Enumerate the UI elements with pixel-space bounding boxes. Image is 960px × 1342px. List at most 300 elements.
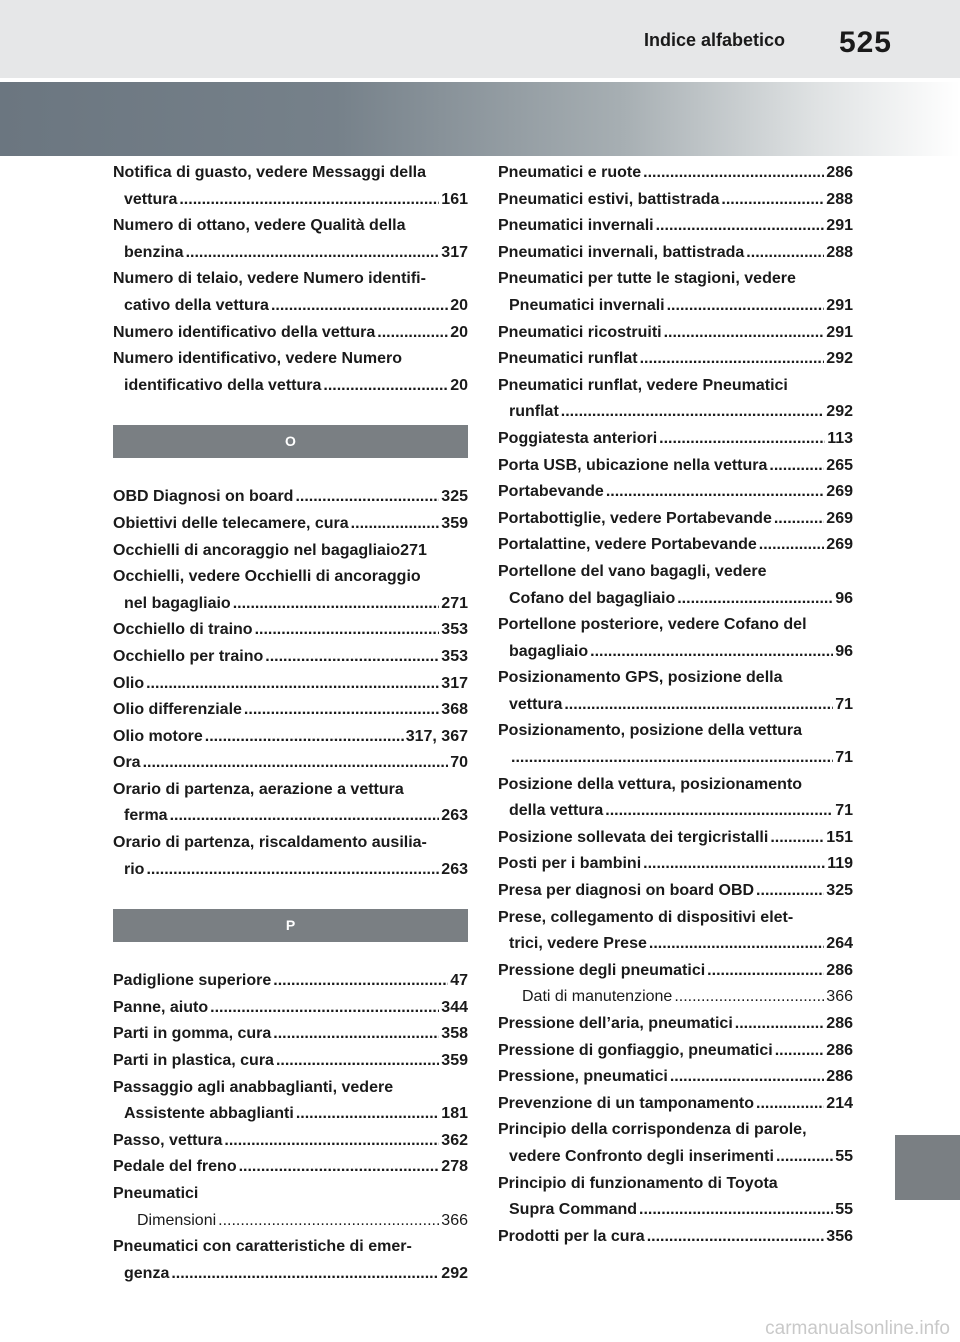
entry-continuation (113, 1261, 468, 1288)
entry-line (498, 1224, 853, 1251)
entry-page: 353 (441, 621, 468, 639)
entry-page: 317 (441, 243, 468, 261)
entry-continuation (498, 692, 853, 719)
dot-leader (759, 532, 825, 559)
entry-continuation (498, 1144, 853, 1171)
index-entry (498, 532, 853, 559)
dot-leader (170, 803, 440, 830)
entry-term-cont: Pneumatici invernali (509, 296, 665, 314)
entry-page: 71 (835, 695, 853, 713)
dot-leader (244, 697, 439, 724)
entry-page: 344 (441, 998, 468, 1016)
index-entry (113, 777, 468, 830)
dot-leader (605, 798, 833, 825)
entry-page: 291 (826, 296, 853, 314)
entry-page: 269 (826, 483, 853, 501)
entry-term: Notifica di guasto, vedere Messaggi della (113, 164, 426, 181)
entry-term: Pneumatici estivi, battistrada (498, 190, 720, 208)
entry-term: Posti per i bambini (498, 855, 642, 873)
index-entry (113, 617, 468, 644)
subentry-term: Dimensioni (137, 1211, 217, 1229)
index-entry (113, 538, 468, 565)
index-entry (498, 426, 853, 453)
entry-line (498, 160, 853, 187)
entry-page: 55 (835, 1147, 853, 1165)
entry-term-cont: vedere Confronto degli inserimenti (509, 1147, 774, 1165)
entry-continuation (498, 399, 853, 426)
entry-term: Olio differenziale (113, 701, 242, 719)
index-entry (498, 160, 853, 187)
entry-term: Pneumatici per tutte le stagioni, vedere (498, 270, 796, 288)
section-header-P: P (113, 909, 468, 942)
entry-term: Poggiatesta anteriori (498, 429, 658, 447)
entry-line (113, 1048, 468, 1075)
subentry-page: 366 (441, 1211, 468, 1229)
entry-page: 292 (826, 350, 853, 368)
entry-page: 96 (835, 589, 853, 607)
entry-line (498, 453, 853, 480)
entry-line (113, 968, 468, 995)
dot-leader (143, 750, 449, 777)
dot-leader (643, 160, 824, 187)
index-entry (498, 1117, 853, 1170)
entry-term: Portabevande (498, 483, 604, 501)
dot-leader (590, 639, 833, 666)
dot-leader (775, 1038, 825, 1065)
entry-page: 113 (827, 429, 853, 447)
entry-term: Olio (113, 674, 145, 692)
entry-term: Pneumatici runflat (498, 350, 638, 368)
entry-line (498, 532, 853, 559)
entry-term: Parti in gomma, cura (113, 1025, 272, 1043)
entry-term: Numero identificativo della vettura (113, 323, 376, 341)
index-entry (498, 1171, 853, 1224)
index-entry (113, 511, 468, 538)
dot-leader (667, 293, 825, 320)
entry-page: 161 (441, 190, 468, 208)
entry-term-cont: Supra Command (509, 1201, 638, 1219)
index-entry (113, 320, 468, 347)
entry-term: OBD Diagnosi on board (113, 488, 294, 506)
entry-term: Presa per diagnosi on board OBD (498, 882, 755, 900)
index-column-right (498, 160, 853, 1250)
entry-term: Posizionamento GPS, posizione della (498, 669, 783, 687)
entry-continuation (113, 373, 468, 400)
entry-line (498, 187, 853, 214)
entry-term: Occhielli di ancoraggio nel bagagliaio271 (113, 541, 427, 559)
dot-leader (649, 931, 824, 958)
entry-term: Pneumatici runflat, vedere Pneumatici (498, 376, 788, 394)
entry-page: 358 (441, 1025, 468, 1043)
dot-leader (273, 1021, 439, 1048)
index-entry (113, 830, 468, 883)
entry-page: 288 (826, 243, 853, 261)
index-entry (498, 958, 853, 1011)
entry-page: 263 (441, 807, 468, 825)
entry-line (113, 995, 468, 1022)
index-entry (113, 968, 468, 995)
entry-line (113, 511, 468, 538)
entry-term-cont: Assistente abbaglianti (124, 1105, 294, 1123)
entry-page: 214 (826, 1094, 853, 1112)
dot-leader (670, 1064, 824, 1091)
index-entry (113, 724, 468, 751)
entry-page: 119 (827, 855, 853, 873)
index-entry (113, 671, 468, 698)
entry-page: 47 (450, 972, 468, 990)
entry-term: Pressione di gonfiaggio, pneumatici (498, 1041, 773, 1059)
index-entry (113, 1234, 468, 1287)
entry-line (113, 484, 468, 511)
entry-term-cont: ferma (124, 807, 168, 825)
index-group-O (113, 484, 468, 883)
dot-leader (511, 745, 833, 772)
entry-page: 291 (826, 323, 853, 341)
entry-term: Padiglione superiore (113, 972, 272, 990)
entry-line (498, 878, 853, 905)
entry-term: Principio della corrispondenza di parole, (498, 1121, 807, 1139)
entry-line (498, 320, 853, 347)
index-column-left (113, 160, 468, 1287)
dot-leader (735, 1011, 825, 1038)
dot-leader (770, 825, 824, 852)
entry-line (113, 1021, 468, 1048)
index-entry (498, 506, 853, 533)
dot-leader (276, 1048, 439, 1075)
dot-leader (640, 346, 825, 373)
entry-line (498, 426, 853, 453)
dot-leader (639, 1197, 833, 1224)
index-entry (498, 240, 853, 267)
entry-term: Pneumatici invernali, battistrada (498, 243, 745, 261)
entry-line (113, 697, 468, 724)
entry-term: Passo, vettura (113, 1131, 223, 1149)
entry-term: Portalattine, vedere Portabevande (498, 536, 757, 554)
entry-term: Pneumatici (113, 1185, 199, 1202)
index-entry (498, 905, 853, 958)
index-entry (498, 878, 853, 905)
entry-subentry (498, 984, 853, 1011)
entry-term: Prevenzione di un tamponamento (498, 1094, 755, 1112)
dot-leader (146, 671, 439, 698)
entry-page: 368 (441, 701, 468, 719)
entry-line (113, 750, 468, 777)
entry-page: 286 (826, 1015, 853, 1032)
dot-leader (295, 484, 439, 511)
index-entry (113, 1021, 468, 1048)
entry-term: Pressione, pneumatici (498, 1068, 668, 1086)
entry-term: Orario di partenza, aerazione a vettura (113, 780, 404, 798)
entry-term: Numero identificativo, vedere Numero (113, 350, 402, 368)
dot-leader (746, 240, 824, 267)
entry-term: Panne, aiuto (113, 998, 209, 1016)
section-header-O: O (113, 425, 468, 458)
entry-continuation (113, 187, 468, 214)
entry-page: 20 (450, 296, 468, 314)
entry-page: 265 (826, 456, 853, 474)
dot-leader (564, 692, 833, 719)
dot-leader (186, 240, 440, 267)
dot-leader (647, 1224, 825, 1251)
dot-leader (296, 1101, 439, 1128)
entry-line (498, 479, 853, 506)
index-entry (113, 697, 468, 724)
entry-page: 271 (441, 594, 468, 612)
dot-leader (171, 1261, 439, 1288)
dot-leader (273, 968, 448, 995)
entry-page: 353 (441, 647, 468, 665)
dot-leader (769, 453, 824, 480)
entry-term: Portellone del vano bagagli, vedere (498, 562, 767, 580)
entry-term-cont: rio (124, 860, 145, 878)
dot-leader (643, 851, 825, 878)
index-group-P (113, 968, 468, 1287)
entry-page: 359 (441, 1052, 468, 1070)
entry-term: Pneumatici e ruote (498, 164, 642, 181)
entry-term: Occhiello di traino (113, 621, 253, 639)
entry-line (498, 240, 853, 267)
index-entry (113, 644, 468, 671)
entry-page: 20 (450, 323, 468, 341)
dot-leader (255, 617, 440, 644)
entry-continuation (113, 591, 468, 618)
index-entry (498, 1064, 853, 1091)
dot-leader (271, 293, 448, 320)
index-entry (498, 825, 853, 852)
entry-term: Pneumatici con caratteristiche di emer- (113, 1238, 412, 1256)
dot-leader (210, 995, 439, 1022)
dot-leader (674, 984, 824, 1011)
subentry-page: 366 (826, 988, 853, 1006)
entry-line (498, 506, 853, 533)
dot-leader (239, 1154, 440, 1181)
entry-page: 286 (826, 961, 853, 979)
entry-continuation (113, 857, 468, 884)
entry-term-cont: bagagliaio (509, 642, 589, 660)
dot-leader (233, 591, 440, 618)
entry-term: Portabottiglie, vedere Portabevande (498, 509, 772, 527)
index-entry (113, 564, 468, 617)
entry-page: 292 (441, 1264, 468, 1282)
index-entry (498, 1038, 853, 1065)
entry-page: 151 (826, 828, 853, 846)
entry-continuation (498, 798, 853, 825)
entry-page: 71 (835, 749, 853, 767)
index-entry (498, 453, 853, 480)
header-banner (0, 82, 960, 156)
dot-leader (707, 958, 824, 985)
entry-term-cont: vettura (124, 190, 178, 208)
entry-line (113, 724, 468, 751)
entry-term-cont: Cofano del bagagliaio (509, 589, 676, 607)
entry-line (113, 1128, 468, 1155)
index-entry (498, 612, 853, 665)
entry-line (498, 346, 853, 373)
entry-term: Posizione della vettura, posizionamento (498, 775, 803, 793)
dot-leader (205, 724, 404, 751)
index-entry (113, 750, 468, 777)
entry-page: 291 (826, 217, 853, 235)
entry-term: Parti in plastica, cura (113, 1052, 274, 1070)
entry-term: Numero di telaio, vedere Numero identifi- (113, 270, 426, 288)
entry-page: 362 (441, 1131, 468, 1149)
entry-term: Pedale del freno (113, 1158, 237, 1176)
dot-leader (659, 426, 825, 453)
entry-term: Pressione dell’aria, pneumatici (498, 1015, 733, 1032)
index-entry (498, 187, 853, 214)
entry-term-cont: cativo della vettura (124, 296, 269, 314)
entry-line (113, 320, 468, 347)
entry-page: 269 (826, 536, 853, 554)
watermark: carmanualsonline.info (765, 1318, 950, 1339)
dot-leader (606, 479, 824, 506)
index-entry (498, 1011, 853, 1038)
dot-leader (323, 373, 448, 400)
entry-term-cont: nel bagagliaio (124, 594, 231, 612)
entry-page: 325 (441, 488, 468, 506)
entry-term: Orario di partenza, riscaldamento ausilia- (113, 834, 427, 852)
entry-term: Passaggio agli anabbaglianti, vedere (113, 1078, 394, 1096)
index-entry (498, 665, 853, 718)
entry-page: 278 (441, 1158, 468, 1176)
page-number: 525 (838, 26, 892, 59)
dot-leader (146, 857, 439, 884)
chapter-tab (895, 1135, 960, 1200)
dot-leader (664, 320, 825, 347)
entry-term: Prese, collegamento di dispositivi elet- (498, 908, 794, 926)
index-entry (498, 213, 853, 240)
dot-leader (756, 878, 824, 905)
index-entry (113, 346, 468, 399)
entry-continuation (498, 293, 853, 320)
entry-term-cont: identificativo della vettura (124, 376, 322, 394)
dot-leader (656, 213, 825, 240)
entry-subentry (113, 1208, 468, 1235)
entry-page: 286 (826, 1068, 853, 1086)
entry-page: 71 (835, 802, 853, 820)
entry-term-cont: benzina (124, 243, 184, 261)
index-entry (113, 1154, 468, 1181)
dot-leader (776, 1144, 833, 1171)
entry-page: 325 (826, 882, 853, 900)
entry-term: Porta USB, ubicazione nella vettura (498, 456, 768, 474)
entry-continuation (498, 586, 853, 613)
dot-leader (218, 1208, 439, 1235)
dot-leader (265, 644, 439, 671)
entry-term: Ora (113, 754, 141, 772)
entry-term: Posizionamento, posizione della vettura (498, 722, 803, 740)
index-entry (498, 559, 853, 612)
index-entry (498, 373, 853, 426)
entry-line (113, 617, 468, 644)
entry-line (113, 644, 468, 671)
entry-line (498, 958, 853, 985)
entry-term: Pneumatici invernali (498, 217, 654, 235)
entry-page: 96 (835, 642, 853, 660)
dot-leader (677, 586, 833, 613)
index-entry (498, 266, 853, 319)
entry-term-cont: della vettura (509, 802, 604, 820)
entry-line (498, 1064, 853, 1091)
index-entry (498, 718, 853, 771)
index-group-P-continued (498, 160, 853, 1250)
entry-line (113, 1154, 468, 1181)
entry-page: 356 (826, 1227, 853, 1245)
entry-line (113, 671, 468, 698)
entry-continuation (113, 293, 468, 320)
dot-leader (561, 399, 825, 426)
entry-term: Posizione sollevata dei tergicristalli (498, 828, 769, 846)
index-entry (498, 479, 853, 506)
entry-term: Olio motore (113, 727, 203, 745)
entry-term-cont: trici, vedere Prese (509, 935, 647, 953)
entry-term-cont: runflat (509, 403, 559, 421)
dot-leader (377, 320, 448, 347)
entry-continuation (113, 803, 468, 830)
entry-term: Portellone posteriore, vedere Cofano del (498, 616, 807, 634)
entry-page: 317, 367 (405, 727, 468, 745)
entry-line (498, 1091, 853, 1118)
subentry-term: Dati di manutenzione (522, 988, 673, 1006)
index-entry (498, 320, 853, 347)
index-entry (498, 772, 853, 825)
entry-page: 264 (826, 935, 853, 953)
index-entry (498, 346, 853, 373)
entry-term-cont: genza (124, 1264, 170, 1282)
entry-page: 317 (441, 674, 468, 692)
entry-continuation (498, 639, 853, 666)
entry-continuation (498, 1197, 853, 1224)
entry-term: Principio di funzionamento di Toyota (498, 1174, 778, 1192)
index-entry (113, 1181, 468, 1234)
dot-leader (721, 187, 824, 214)
index-entry (113, 213, 468, 266)
dot-leader (351, 511, 440, 538)
entry-term: Numero di ottano, vedere Qualità della (113, 217, 406, 235)
index-entry (498, 1224, 853, 1251)
index-entry (113, 995, 468, 1022)
entry-term: Occhielli, vedere Occhielli di ancoraggio (113, 568, 421, 586)
entry-page: 55 (835, 1201, 853, 1219)
entry-page: 359 (441, 514, 468, 532)
entry-page: 269 (826, 509, 853, 527)
entry-continuation (498, 745, 853, 772)
index-entry (113, 1128, 468, 1155)
dot-leader (179, 187, 439, 214)
index-entry (498, 1091, 853, 1118)
dot-leader (774, 506, 824, 533)
entry-page: 20 (450, 376, 468, 394)
entry-page: 181 (441, 1105, 468, 1123)
dot-leader (756, 1091, 824, 1118)
dot-leader (224, 1128, 439, 1155)
entry-page: 286 (826, 164, 853, 181)
entry-line (498, 851, 853, 878)
index-entry (113, 484, 468, 511)
entry-term: Prodotti per la cura (498, 1227, 645, 1245)
index-group-N (113, 160, 468, 399)
entry-term-cont: vettura (509, 695, 563, 713)
index-entry (113, 160, 468, 213)
entry-term: Occhiello per traino (113, 647, 264, 665)
entry-term: Pressione degli pneumatici (498, 961, 706, 979)
entry-line (498, 1011, 853, 1038)
entry-page: 263 (441, 860, 468, 878)
entry-line (498, 1038, 853, 1065)
entry-continuation (498, 931, 853, 958)
section-title: Indice alfabetico (643, 30, 785, 50)
index-entry (113, 266, 468, 319)
